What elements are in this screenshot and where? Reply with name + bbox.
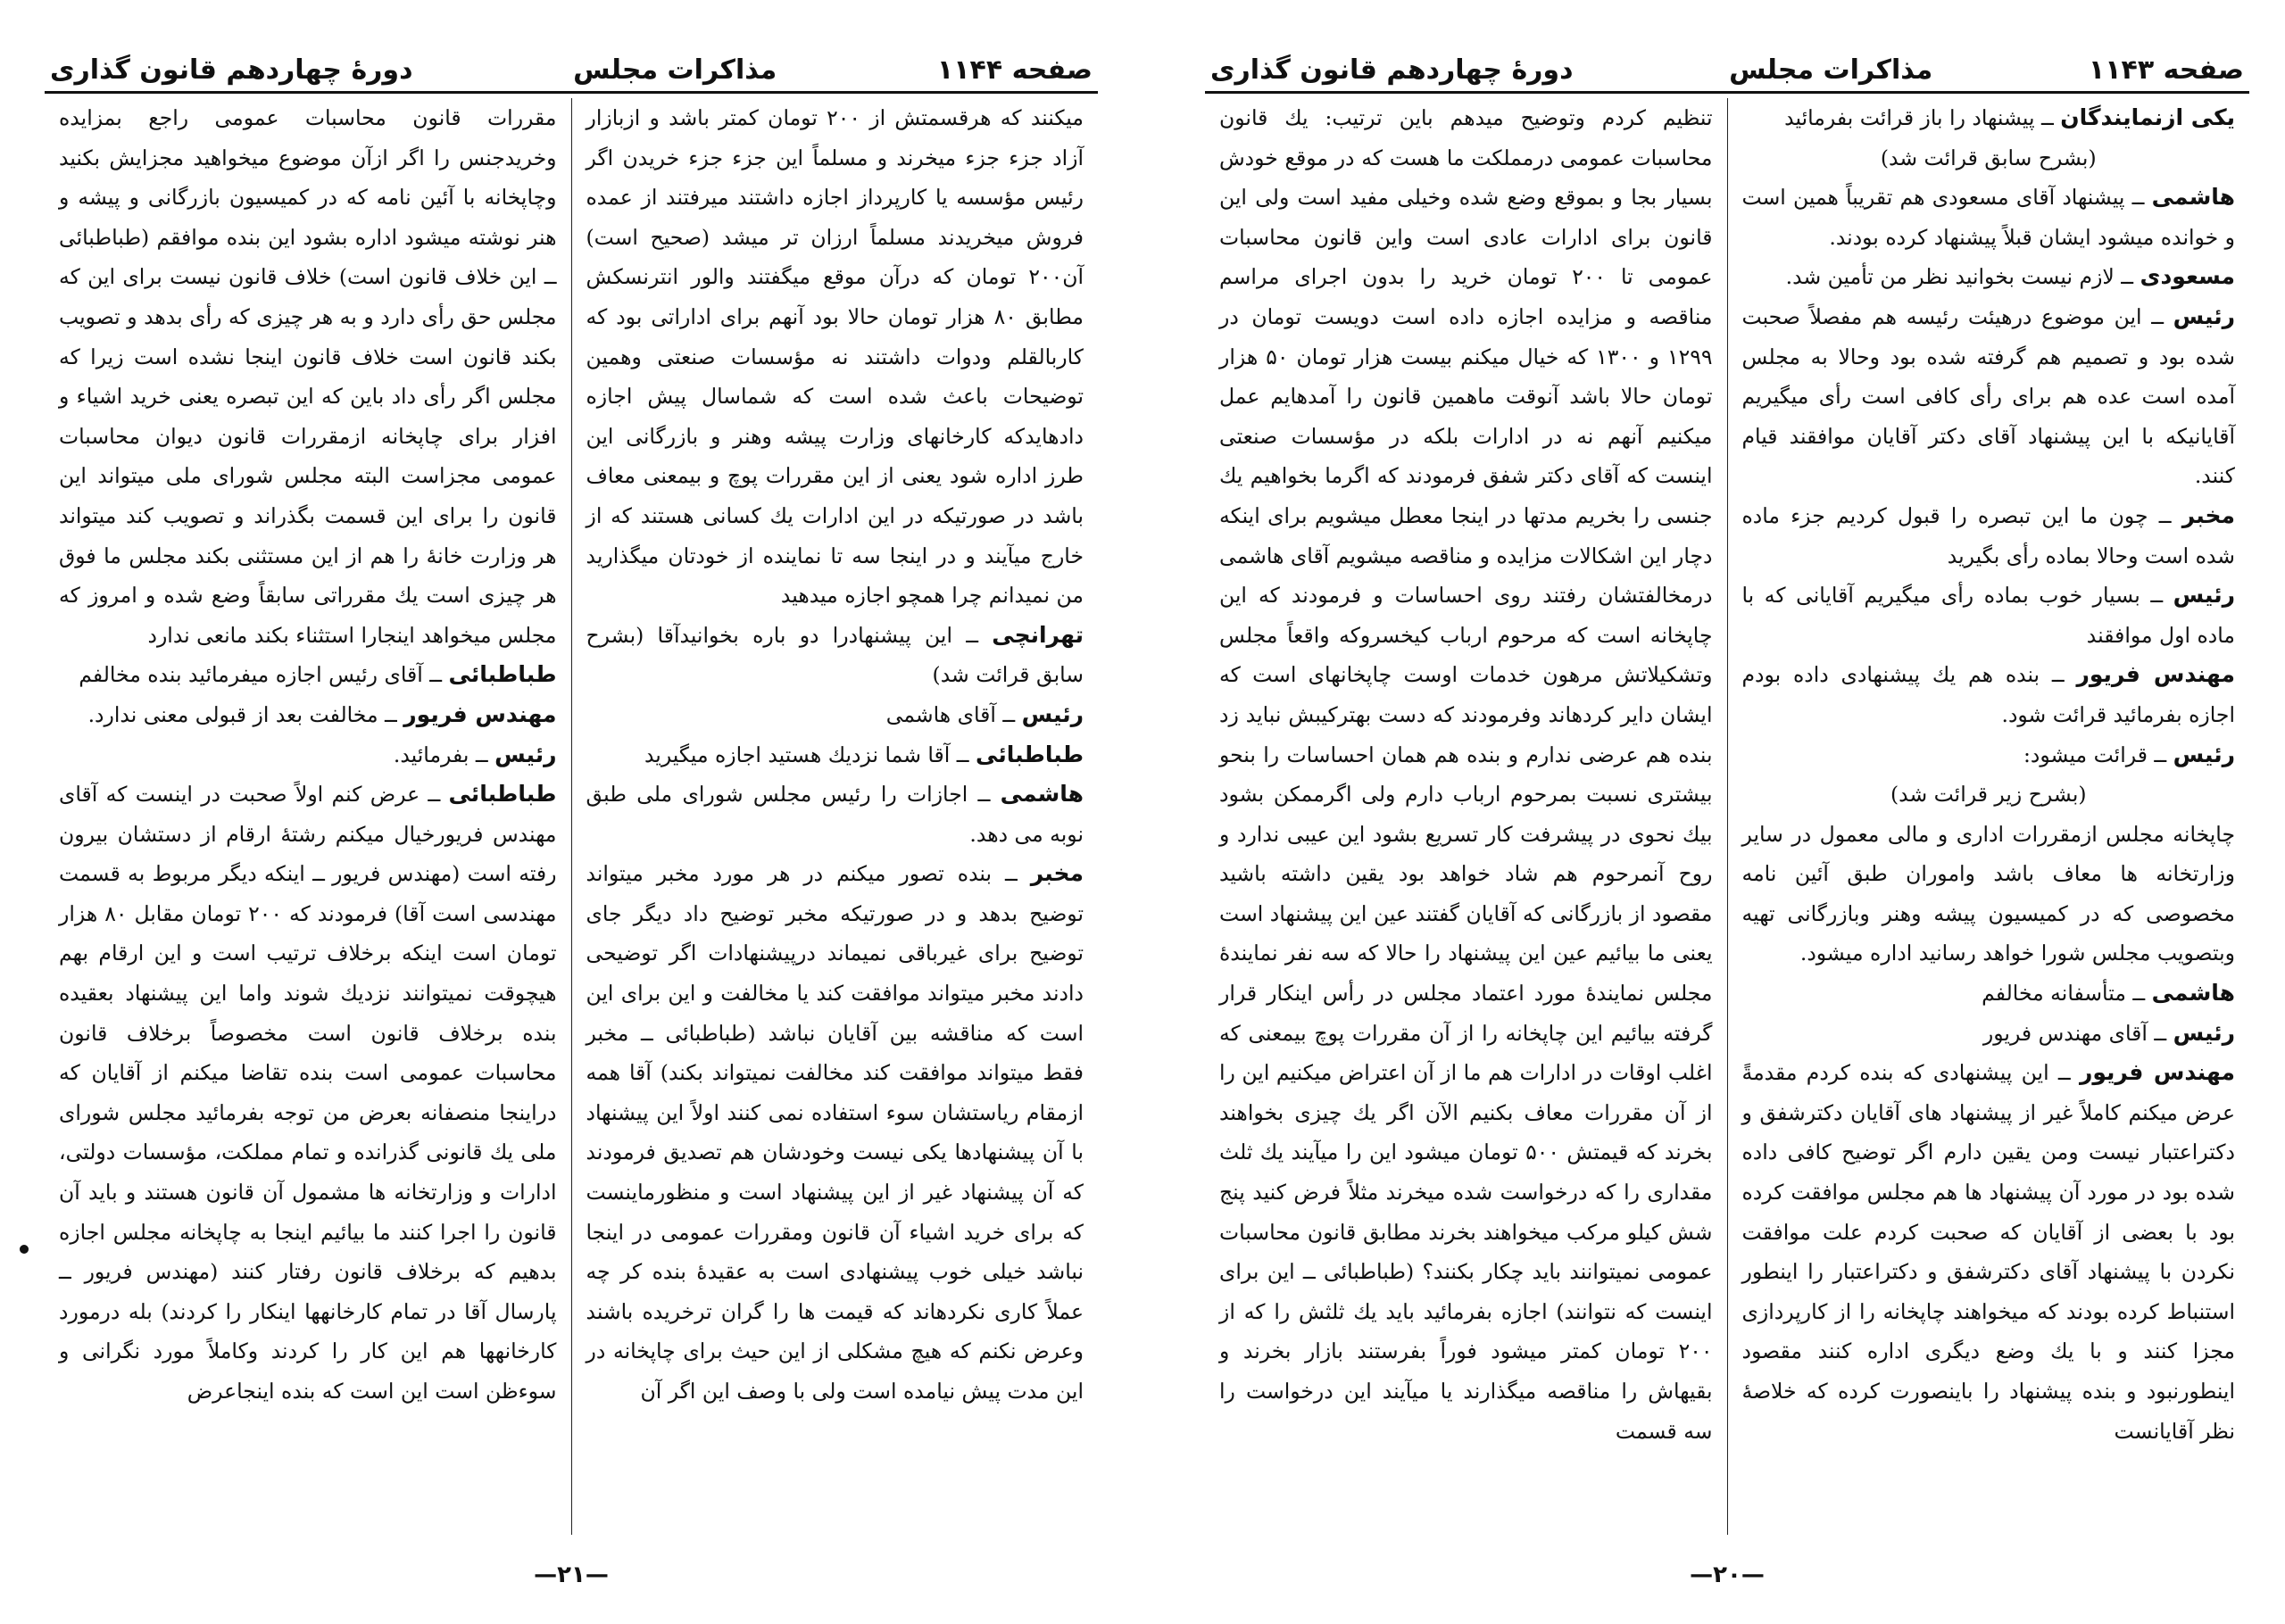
paragraph <box>59 655 557 695</box>
paragraph-text: تنظیم کردم وتوضیح میدهم باین ترتیب: یك قانون محاسبات عمومی درمملکت ما هست که در موقع خودش بسیار بجا و بموقع وضع شده وخیلی مفید است ولی این قانون برای ادارات عادی است واین قانون محاسبات عمومی تا ۲۰۰ تومان خرید را بدون اجرای مراسم مناقصه و مزایده اجازه داده است دویست تومان در ۱۲۹۹ و ۱۳۰۰ که خیال میکنم بیست هزار تومان ۵۰ هزار تومان حالا باشد آنوقت ماهمین قانون را آمدهایم عمل میکنیم آنهم نه در ادارات بلکه در مؤسسات صنعتی اینست که آقای دکتر شفق فرمودند که اگرما بخواهیم یك جنسی را بخریم مدتها در اینجا معطل میشویم برای اینکه دچار این اشکالات مزایده و مناقصه میشویم آقای هاشمی درمخالفتشان رفتند روی احساسات و فرمودند که این چاپخانه است که مرحوم ارباب کیخسروکه واقعاً مجلس وتشکیلاتش مرهون خدمات اوست چاپخانهای است که ایشان دایر کردهاند وفرمودند که دست بهترکیبش نباید زد بنده هم عرضی ندارم و بنده هم همان احساسات را بنحو بیشتری نسبت بمرحوم ارباب دارم ولی اگرممکن بشود بیك نحوی در پیشرفت کار تسریع بشود این عیبی ندارد و روح آنمرحوم هم شاد خواهد بود یقین داشته باشید مقصود از بازرگانی که آقایان گفتند عین این پیشنهاد است یعنی ما بیائیم عین این پیشنهاد را حالا که سه نفر نمایندهٔ مجلس نمایندهٔ مورد اعتماد مجلس در رأس اینکار قرار گرفته بیائیم این چاپخانه را از آن مقررات پوچ بیمعنی که اغلب اوقات در ادارات هم ما از آن اعتراض میکنیم این را از آن مقررات معاف بکنیم الآن اگر یك چیزی بخواهند بخرند که قیمتش ۵۰۰ تومان میشود این را میآیند یك ثلث مقداری را که درخواست شده میخرند مثلاً فرض کنید پنج شش کیلو مرکب میخواهند بخرند مطابق قانون محاسبات عمومی نمیتوانند باید چکار بکنند؟ (طباطبائی ــ این برای اینست که نتوانند) اجازه بفرمائید باید یك ثلثش را که از ۲۰۰ تومان کمتر میشود فوراً بفرستند بازار بخرند و بقیهاش را مناقصه میگذارند یا میآیند این درخواست را سه قسمت <box>1219 105 1713 1444</box>
binding-hole-mark <box>20 1245 29 1254</box>
text-columns <box>45 98 1098 1535</box>
paragraph <box>1219 98 1713 1451</box>
speaker-name: یکی ازنمایندگان <box>2060 104 2235 130</box>
speaker-name: مهندس فریور <box>2079 1059 2235 1086</box>
paragraph-text: ــ این پیشنهادی که بنده کردم مقدمةً عرض میکنم کاملاً غیر از پیشنهاد های آقایان دکترشفق و دکتراعتبار نیست ومن یقین دارم اگر توضیح کافی داده شده بود در مورد آن پیشنهاد ها هم مجلس موافقت کرده بود با بعضی از آقایان که صحبت کردم علت موافقت نکردن با پیشنهاد آقای دکترشفق و دکتراعتبار را اینطور استنباط کرده بودند که میخواهند چاپخانه را از کارپردازی مجزا کنند و با یك وضع دیگری اداره کنند مقصود اینطورنبود و بنده پیشنهاد را باینصورت کرده که خلاصهٔ نظر آقایانست <box>1741 1060 2235 1444</box>
column-right <box>1728 98 2250 1535</box>
paragraph-text: (بشرح سابق قرائت شد) <box>1880 145 2097 170</box>
paragraph-text: (بشرح زیر قرائت شد) <box>1890 782 2087 808</box>
paragraph-text: ــ پیشنهاد آقای مسعودی هم تقریباً همین است و خوانده میشود ایشان قبلاً پیشنهاد کرده بودند. <box>1741 185 2235 250</box>
paragraph <box>59 735 557 775</box>
speaker-name: مهندس فریور <box>403 700 557 727</box>
paragraph <box>1742 775 2236 815</box>
header-section: مذاکرات مجلس <box>1729 54 1933 86</box>
paragraph-text: ــ اجازات را رئیس مجلس شورای ملی طبق نوبه می دهد. <box>586 782 1084 847</box>
paragraph <box>586 735 1084 775</box>
paragraph-text: ــ بنده هم یك پیشنهادی داده بودم اجازه بفرمائید قرائت شود. <box>1741 662 2235 727</box>
paragraph <box>59 775 557 1412</box>
paragraph <box>1742 138 2236 178</box>
page-footer <box>45 1553 1098 1597</box>
speaker-name: رئیس <box>2173 741 2235 767</box>
paragraph-text: ــ بفرمائید. <box>393 742 488 767</box>
speaker-name: هاشمی <box>2151 980 2235 1007</box>
header-title: دورهٔ چهاردهم قانون گذاری <box>1210 54 1574 86</box>
speaker-name: رئیس <box>494 741 557 767</box>
page-footer <box>1205 1553 2249 1597</box>
paragraph-text: چاپخانه مجلس ازمقررات اداری و مالی معمول در سایر وزارتخانه ها معاف باشد واموران طبق آئین نامه مخصوصی که در کمیسیون پیشه وهنر وبازرگانی تهیه وبتصویب مجلس شورا خواهد رسانید اداره میشود. <box>1741 821 2235 966</box>
paragraph <box>1742 974 2236 1014</box>
paragraph-text: ــ عرض کنم اولاً صحبت در اینست که آقای مهندس فریورخیال میکنم رشتهٔ ارقام از دستشان بیرون رفته است (مهندس فریور ــ اینکه دیگر مربوط به قسمت مهندسی است آقا) فرمودند که ۲۰۰ تومان مقابل ۸۰ هزار تومان است اینکه برخلاف ترتیب است و این ارقام بهم هیچوقت نمیتوانند نزدیك شوند واما این پیشنهاد بعقیده بنده برخلاف قانون است مخصوصاً برخلاف قانون محاسبات عمومی است بنده تقاضا میکنم از آقایان که دراینجا منصفانه بعرض من توجه بفرمائید مجلس شورای ملی یك قانونی گذرانده و تمام مملکت، مؤسسات دولتی، ادارات و وزارتخانه ها مشمول آن قانون هستند و باید آن قانون را اجرا کنند ما بیائیم اینجا به چاپخانه مجلس اجازه بدهیم که برخلاف قانون رفتار کنند (مهندس فریور ــ پارسال آقا در تمام کارخانهها اینکار را کردند) بله درمورد کارخانهها هم این کار را کردند وکاملاً مورد نگرانی و سوءظن است این است که بنده اینجاعرض <box>59 782 557 1404</box>
paragraph-text: ــ چون ما این تبصره را قبول کردیم جزء ماده شده است وحالا بماده رأی بگیرید <box>1741 502 2235 568</box>
page-header <box>45 27 1098 94</box>
header-section: مذاکرات مجلس <box>573 54 777 86</box>
text-columns <box>1205 98 2249 1535</box>
paragraph-text: ــ مخالفت بعد از قبولی معنی ندارد. <box>87 701 397 727</box>
paragraph <box>1742 735 2236 775</box>
paragraph-text: ــ آقا شما نزدیك هستید اجازه میگیرید <box>644 742 969 767</box>
speaker-name: مهندس فریور <box>2076 661 2235 688</box>
footer-page-number: —۲۱— <box>534 1562 609 1588</box>
speaker-name: رئیس <box>2173 582 2235 609</box>
speaker-name: مسعودی <box>2140 263 2235 290</box>
paragraph <box>59 98 557 655</box>
paragraph <box>1742 257 2236 297</box>
speaker-name: مخبر <box>2181 501 2235 528</box>
paragraph <box>1742 1014 2236 1054</box>
speaker-name: طباطبائی <box>976 741 1084 767</box>
paragraph-text: ــ آقای رئیس اجازه میفرمائید بنده مخالفم <box>79 662 443 688</box>
speaker-name: تهرانچی <box>992 621 1084 648</box>
paragraph-text: ــ آقای مهندس فریور <box>1982 1020 2167 1046</box>
paragraph <box>1742 98 2236 138</box>
paragraph <box>586 695 1084 735</box>
paragraph <box>1742 576 2236 655</box>
paragraph-text: ــ این پیشنهادرا دو باره بخوانیدآقا (بشرح سابق قرائت شد) <box>586 622 1084 688</box>
paragraph <box>1742 815 2236 974</box>
column-right <box>572 98 1099 1535</box>
right-page <box>1205 27 2249 1597</box>
page-header <box>1205 27 2249 94</box>
column-left <box>45 98 572 1535</box>
header-page-number: صفحه ۱۱۴۴ <box>936 54 1093 86</box>
paragraph-text: ــ بسیار خوب بماده رأی میگیریم آقایانی که با ماده اول موافقند <box>1741 583 2235 648</box>
paragraph <box>586 616 1084 695</box>
paragraph-text: ــ آقای هاشمی <box>885 701 1016 727</box>
speaker-name: هاشمی <box>2151 184 2235 211</box>
column-left <box>1205 98 1728 1535</box>
speaker-name: رئیس <box>1021 700 1084 727</box>
paragraph <box>1742 1053 2236 1451</box>
paragraph <box>1742 297 2236 496</box>
paragraph-text: ــ قرائت میشود: <box>2023 742 2167 767</box>
speaker-name: مخبر <box>1030 860 1084 887</box>
paragraph <box>586 775 1084 854</box>
paragraph <box>59 695 557 735</box>
paragraph-text: ــ متأسفانه مخالفم <box>1982 981 2146 1007</box>
paragraph-text: ــ پیشنهاد را باز قرائت بفرمائید <box>1784 105 2054 130</box>
paragraph-text: ــ بنده تصور میکنم در هر مورد مخبر میتواند توضیح بدهد و در صورتیکه مخبر توضیح داد دیگر جای توضیح برای غیرباقی نمیماند درپیشنهادات اگر توضیحی دادند مخبر میتواند موافقت کند یا مخالفت و این برای این است که مناقشه بین آقایان نباشد (طباطبائی ــ مخبر فقط میتواند موافقت کند مخالفت نمیتواند بکند) آقا همه ازمقام ریاستشان سوء استفاده نمی کنند اولاً این پیشنهاد با آن پیشنهادها یکی نیست وخودشان هم تصدیق فرمودند که آن پیشنهاد غیر از این پیشنهاد است و منظورماینست که برای خرید اشیاء آن قانون ومقررات عمومی در اینجا نباشد خیلی خوب پیشنهادی است به عقیدهٔ بنده کر چه عملاً کاری نکردهاند که قیمت ها را گران ترخریده باشند وعرض نکنم که هیچ مشکلی از این حیث برای چاپخانه در این مدت پیش نیامده است ولی با وصف این اگر آن <box>586 861 1084 1404</box>
speaker-name: هاشمی <box>1000 781 1084 808</box>
paragraph-text: میکنند که هرقسمتش از ۲۰۰ تومان کمتر باشد و ازبازار آزاد جزء جزء میخرند و مسلماً این جزء جزء خریدن اگر رئیس مؤسسه یا کارپرداز اجازه داشتند میرفتند از عمده فروش میخریدند مسلماً ارزان تر میشد (صحیح است) آن۲۰۰ تومان که درآن موقع میگفتند والور انترنسکش مطابق ۸۰ هزار تومان حالا بود آنهم برای اداراتی بود که کاربالقلم ودوات داشتند نه مؤسسات صنعتی وهمین توضیحات باعث شده است که شماسال پیش اجازه دادهایدکه کارخانهای وزارت پیشه وهنر و بازرگانی این طرز اداره شود یعنی از این مقررات پوچ و بیمعنی معاف باشد در صورتیکه در این ادارات یك کسانی هستند که از خارج میآیند و در اینجا سه تا نماینده از خودتان میگذارید من نمیدانم چرا همچو اجازه میدهید <box>586 105 1084 609</box>
paragraph <box>586 98 1084 616</box>
paragraph <box>586 854 1084 1411</box>
paragraph-text: مقررات قانون محاسبات عمومی راجع بمزایده وخریدجنس را اگر ازآن موضوع میخواهید مجزایش بکنید وچاپخانه با آئین نامه که در کمیسیون بازرگانی و پیشه و هنر نوشته میشود اداره بشود این بنده موافقم (طباطبائی ــ این خلاف قانون است) خلاف قانون نیست برای این که مجلس حق رأی دارد و به هر چیزی که رأی بدهد و تصویب بکند قانون است خلاف قانون اینجا نشده است زیرا که مجلس اگر رأی داد باین که این تبصره یعنی خرید اشیاء و افزار برای چاپخانه ازمقررات قانون دیوان محاسبات عمومی مجزاست البته مجلس شورای ملی میتواند این قانون را برای این قسمت بگذراند و تصویب کند میتواند هر وزارت خانهٔ را هم از این مستثنی بکند مجلس ما فوق هر چیزی است یك مقرراتی سابقاً وضع شده و امروز که مجلس میخواهد اینجارا استثناء بکند مانعی ندارد <box>59 105 557 648</box>
footer-page-number: —۲۰— <box>1690 1562 1765 1588</box>
speaker-name: طباطبائی <box>448 661 557 688</box>
paragraph <box>1742 655 2236 734</box>
paragraph <box>1742 178 2236 257</box>
paragraph-text: ــ لازم نیست بخوانید نظر من تأمین شد. <box>1785 264 2134 290</box>
paragraph-text: ــ این موضوع درهیئت رئیسه هم مفصلاً صحبت شده بود و تصمیم هم گرفته شده بود وحالا به مجلس آمده است عده هم برای رأی کافی است رأی میگیریم آقایانیکه با این پیشنهاد آقای دکتر آقایان موافقند قیام کنند. <box>1741 303 2235 489</box>
header-title: دورهٔ چهاردهم قانون گذاری <box>50 54 413 86</box>
paragraph <box>1742 496 2236 576</box>
speaker-name: طباطبائی <box>448 781 557 808</box>
speaker-name: رئیس <box>2173 1019 2235 1046</box>
speaker-name: رئیس <box>2173 302 2235 329</box>
header-page-number: صفحه ۱۱۴۳ <box>2088 54 2244 86</box>
left-page <box>45 27 1098 1597</box>
